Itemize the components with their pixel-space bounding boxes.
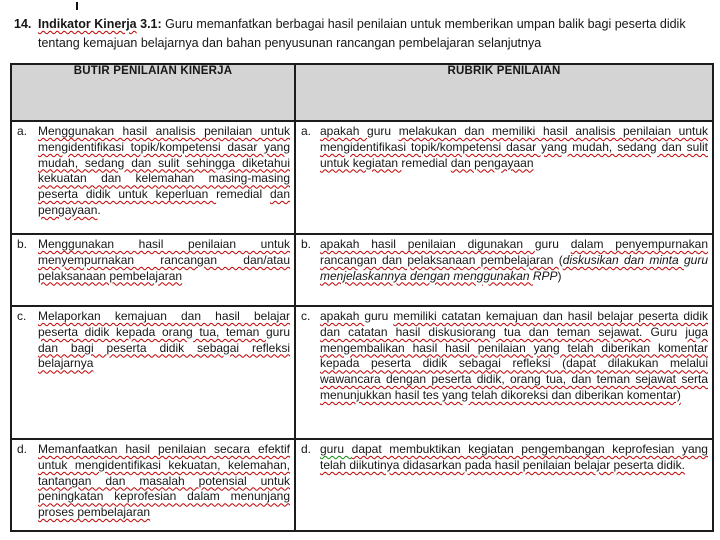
butir-text-c: Melaporkan kemajuan dan hasil belajar peserta didik kepada orang tua, teman guru dan bagi peserta didik sebagai refleksi belajarnya — [38, 309, 290, 371]
butir-cell-a — [11, 121, 295, 234]
indicator-title: Indikator Kinerja 3.1: Guru memanfatkan berbagai hasil penilaian untuk memberikan umpan balik bagi peserta didik tentang kemajuan belajarnya dan bahan penyusunan rancangan pembelajaran selanjutnya — [38, 17, 686, 50]
rubrik-cell-a — [295, 121, 713, 234]
item-letter: c. — [17, 309, 27, 323]
item-letter: d. — [17, 442, 28, 456]
assessment-rubric-table — [10, 63, 714, 532]
butir-text-a: Menggunakan hasil analisis penilaian untuk mengidentifikasi topik/kompetensi dasar yang mudah, sedang dan sulit sehingga diketahui kekuatan dan kelemahan masing-masing peserta didik untuk keperluan remedial dan pengayaan. — [38, 124, 290, 217]
butir-text-d: Memanfaatkan hasil penilaian secara efektif untuk mengidentifikasi kekuatan, kelemahan, tantangan dan masalah potensial untuk peningkatan keprofesian dalam menunjang proses pembelajaran — [38, 442, 290, 520]
item-letter: b. — [301, 237, 312, 251]
rubrik-text-c: apakah guru memiliki catatan kemajuan dan hasil belajar peserta didik dan catatan hasil diskusiorang tua dan teman sejawat. Guru juga mengembalikan hasil hasil penilaian yang telah diberikan komentar kepada peserta didik sebagai refleksi (dapat dilakukan melalui wawancara dengan peserta didik, orang tua, dan teman sejawat serta menunjukkan hasil tes yang telah dikoreksi dan diberikan komentar) — [320, 309, 709, 402]
item-letter: a. — [301, 124, 312, 138]
text-cursor-mark — [76, 2, 78, 10]
rubrik-text-a: apakah guru melakukan dan memiliki hasil analisis penilaian untuk mengidentifikasi topik/kompetensi dasar yang mudah, sedang dan sulit untuk kegiatan remedial dan pengayaan — [320, 124, 709, 170]
rubrik-cell-b — [295, 234, 713, 306]
item-letter: a. — [17, 124, 28, 138]
butir-cell-b — [11, 234, 295, 306]
item-letter: d. — [301, 442, 312, 456]
item-number: 14. — [14, 17, 32, 31]
table-row-d — [11, 439, 713, 531]
column-header-rubrik: RUBRIK PENILAIAN — [295, 64, 713, 121]
item-letter: b. — [17, 237, 28, 251]
column-header-butir: BUTIR PENILAIAN KINERJA — [11, 64, 295, 121]
item-letter: c. — [301, 309, 311, 323]
table-header-row — [11, 64, 713, 121]
rubrik-cell-c — [295, 306, 713, 439]
table-row-c — [11, 306, 713, 439]
indicator-heading — [0, 0, 720, 52]
rubrik-text-b: apakah hasil penilaian digunakan guru dalam penyempurnakan rancangan dan pelaksanaan pembelajaran (diskusikan dan minta guru menjelaskannya dengan menggunakan RPP) — [320, 237, 709, 283]
rubrik-cell-d — [295, 439, 713, 531]
butir-cell-c — [11, 306, 295, 439]
butir-cell-d — [11, 439, 295, 531]
table-row-a — [11, 121, 713, 234]
rubrik-text-d: guru dapat membuktikan kegiatan pengembangan keprofesian yang telah diikutinya didasarkan pada hasil penilaian belajar peserta didik. — [320, 442, 708, 472]
table-row-b — [11, 234, 713, 306]
butir-text-b: Menggunakan hasil penilaian untuk menyempurnakan rancangan dan/atau pelaksanaan pembelajaran — [38, 237, 290, 283]
